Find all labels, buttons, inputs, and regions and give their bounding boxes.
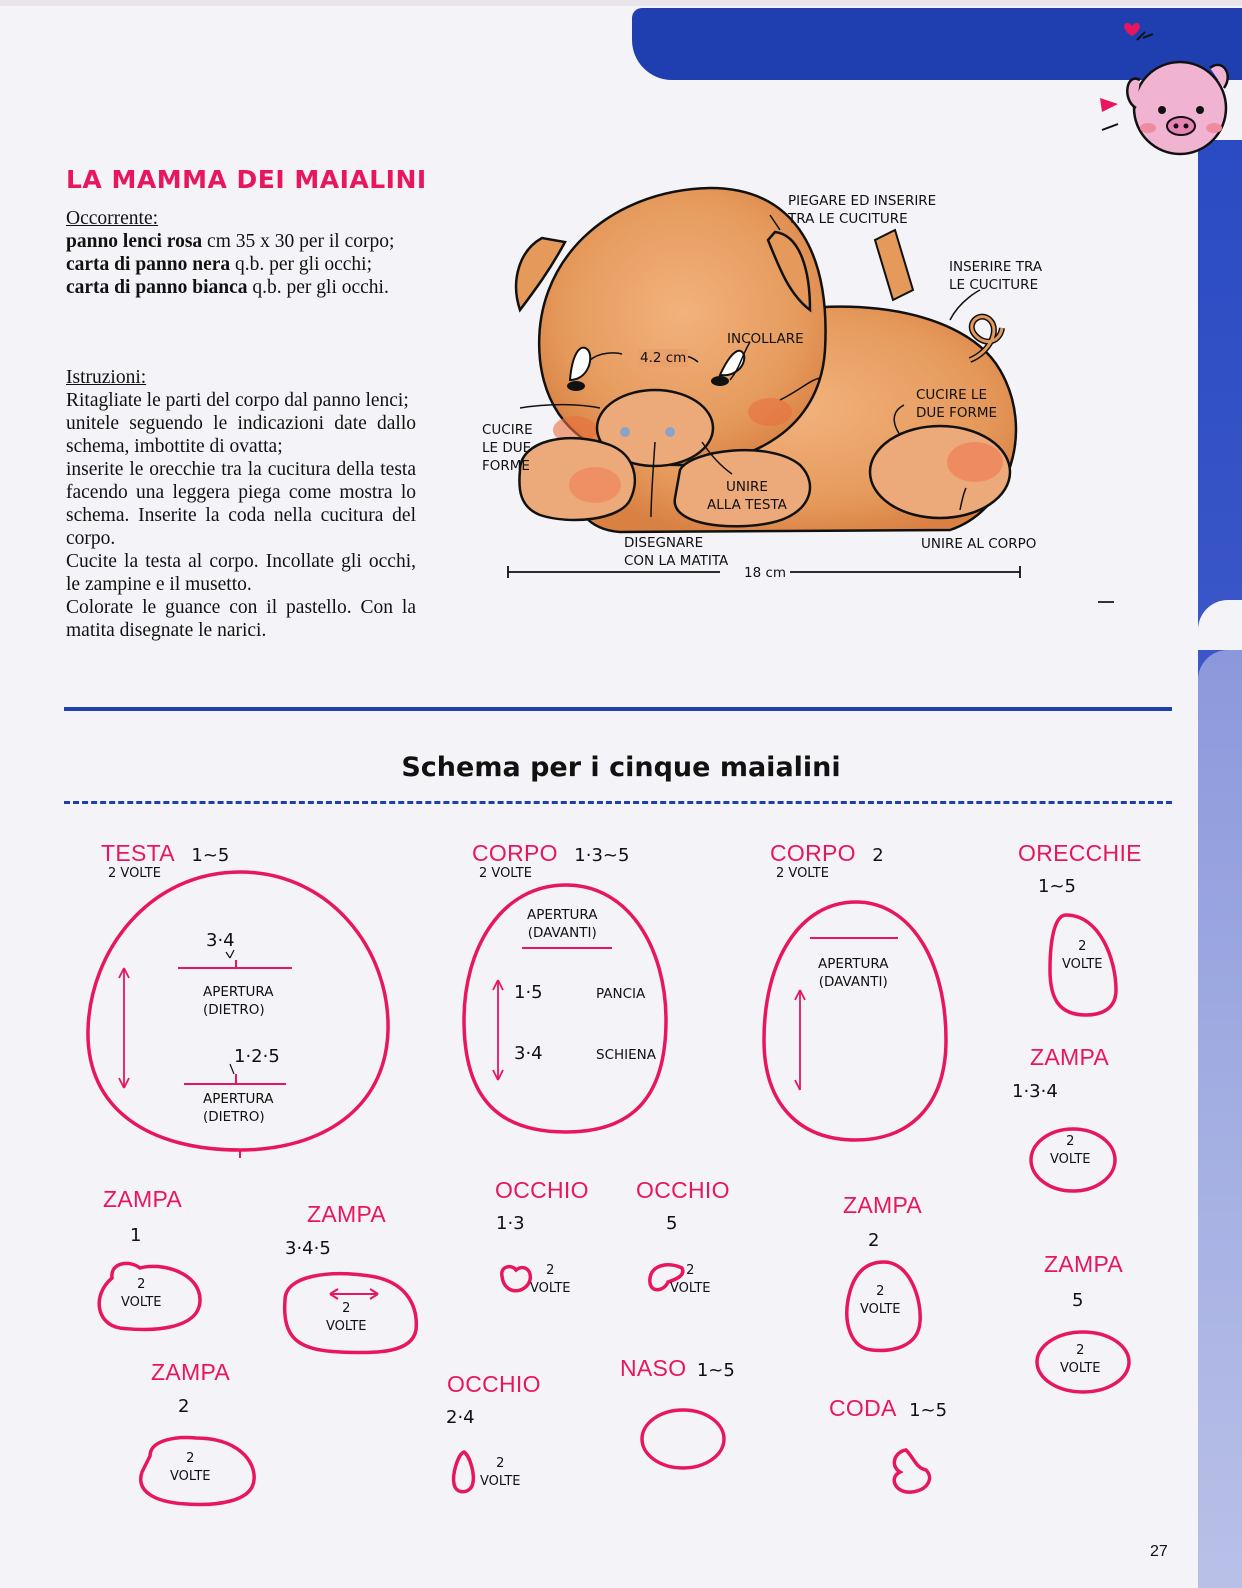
label-line: APERTURA xyxy=(203,984,274,1000)
opening-sizes: 3·4 xyxy=(206,930,235,951)
label-line: (DIETRO) xyxy=(203,1002,265,1018)
piece-name: CODA xyxy=(829,1395,897,1421)
schiena-sizes: 3·4 xyxy=(514,1043,543,1064)
piece-sizes: 2·4 xyxy=(446,1407,475,1428)
label-line: 2 xyxy=(342,1301,351,1316)
label-line: LE DUE xyxy=(482,440,532,456)
label-line: FORME xyxy=(482,458,530,474)
label-line: TRA LE CUCITURE xyxy=(788,211,908,227)
label-line: VOLTE xyxy=(170,1469,211,1484)
piece-name: OCCHIO xyxy=(447,1371,541,1397)
material-desc: q.b. per gli occhi; xyxy=(230,254,373,275)
pattern-corpo-label xyxy=(770,840,884,867)
piece-name: ZAMPA xyxy=(151,1359,231,1385)
times-label xyxy=(670,1262,711,1298)
label-line: 2 xyxy=(496,1456,505,1471)
piece-name: ORECCHIE xyxy=(1018,840,1142,866)
piece-name: TESTA xyxy=(101,840,175,866)
label-line: VOLTE xyxy=(670,1281,711,1296)
label-line: VOLTE xyxy=(326,1319,367,1334)
label-line: 2 xyxy=(546,1263,555,1278)
piece-sizes: 1~5 xyxy=(696,1360,735,1381)
label-line: CUCIRE LE xyxy=(916,387,987,403)
opening-label xyxy=(527,906,598,942)
times-label xyxy=(860,1283,901,1319)
label-line: DUE FORME xyxy=(916,405,998,421)
piece-sizes: 1~5 xyxy=(1038,876,1076,897)
piece-sizes: 5 xyxy=(666,1213,678,1234)
opening-label xyxy=(203,1090,274,1126)
label-line: VOLTE xyxy=(530,1281,571,1296)
label-line: INSERIRE TRA xyxy=(949,259,1043,275)
label-line: (DIETRO) xyxy=(203,1109,265,1125)
piece-sizes: 1·3~5 xyxy=(574,845,630,866)
pattern-coda-label xyxy=(829,1395,947,1422)
piece-name: OCCHIO xyxy=(495,1177,589,1203)
piece-sizes: 3·4·5 xyxy=(285,1238,331,1259)
opening-sizes: 1·2·5 xyxy=(234,1046,280,1067)
label-line: 2 xyxy=(1076,1343,1085,1358)
times-label xyxy=(1060,1342,1101,1378)
label-line: VOLTE xyxy=(1050,1152,1091,1167)
material-desc: q.b. per gli occhi. xyxy=(247,277,389,298)
opening-label xyxy=(203,983,274,1019)
label-line: APERTURA xyxy=(818,956,889,972)
pancia-label: PANCIA xyxy=(596,986,646,1002)
piece-name: ZAMPA xyxy=(307,1201,387,1227)
instructions-heading: Istruzioni: xyxy=(66,367,147,388)
pattern-corpo-label xyxy=(472,840,629,867)
piece-sizes: 1~5 xyxy=(191,845,230,866)
piece-sizes: 2 xyxy=(872,845,884,866)
page-number: 27 xyxy=(1150,1543,1168,1560)
pattern-naso-label xyxy=(620,1355,735,1382)
label-join-body: UNIRE AL CORPO xyxy=(921,536,1037,552)
label-line: VOLTE xyxy=(1062,957,1103,972)
label-line: 2 xyxy=(876,1284,885,1299)
coda-outline xyxy=(894,1450,929,1492)
piece-sizes: 1~5 xyxy=(909,1400,948,1421)
label-measure-width: 18 cm xyxy=(744,565,787,581)
label-line: UNIRE xyxy=(726,479,768,495)
occhio-outline xyxy=(454,1452,474,1492)
instruction-paragraph: Ritagliate le parti del corpo dal panno lenci; xyxy=(66,390,409,411)
schiena-label: SCHIENA xyxy=(596,1047,656,1063)
label-line: VOLTE xyxy=(860,1302,901,1317)
piece-sizes: 5 xyxy=(1072,1290,1084,1311)
times-label xyxy=(1050,1133,1091,1169)
schema-title: Schema per i cinque maialini xyxy=(401,752,841,783)
label-line: 2 xyxy=(137,1277,146,1292)
times-label xyxy=(121,1276,162,1312)
label-line: LE CUCITURE xyxy=(949,277,1039,293)
label-line: PIEGARE ED INSERIRE xyxy=(788,193,937,209)
piece-times: 2 VOLTE xyxy=(776,866,829,881)
piece-name: CORPO xyxy=(770,840,856,866)
piece-sizes: 2 xyxy=(178,1396,190,1417)
label-line: APERTURA xyxy=(203,1091,274,1107)
material-name: panno lenci rosa xyxy=(66,231,203,252)
piece-name: ZAMPA xyxy=(103,1186,183,1212)
times-label xyxy=(1062,938,1103,974)
label-line: ALLA TESTA xyxy=(707,497,787,513)
piece-times: 2 VOLTE xyxy=(479,866,532,881)
piece-times: 2 VOLTE xyxy=(108,866,161,881)
piece-sizes: 1·3·4 xyxy=(1012,1081,1058,1102)
materials-heading: Occorrente: xyxy=(66,208,159,229)
label-line: (DAVANTI) xyxy=(527,925,597,941)
label-line: 2 xyxy=(1078,939,1087,954)
times-label xyxy=(170,1450,211,1486)
material-desc: cm 35 x 30 per il corpo; xyxy=(202,231,395,252)
label-line: VOLTE xyxy=(480,1474,521,1489)
label-line: DISEGNARE xyxy=(624,535,704,551)
label-line: 2 xyxy=(1066,1134,1075,1149)
instruction-paragraph: Colorate le guance con il pastello. Con la matita disegnate le narici. xyxy=(66,597,416,641)
piece-name: ZAMPA xyxy=(1030,1044,1110,1070)
label-line: (DAVANTI) xyxy=(818,974,888,990)
piece-name: NASO xyxy=(620,1355,687,1381)
label-line: APERTURA xyxy=(527,907,598,923)
label-line: 2 xyxy=(186,1451,195,1466)
piece-name: OCCHIO xyxy=(636,1177,730,1203)
page-title: LA MAMMA DEI MAIALINI xyxy=(66,165,427,194)
times-label xyxy=(480,1455,521,1491)
instruction-paragraph: inserite le orecchie tra la cucitura della testa facendo una leggera piega come mostra lo schema. Inserite la coda nella cucitura del corpo. xyxy=(66,459,416,549)
label-line: 2 xyxy=(686,1263,695,1278)
piece-name: ZAMPA xyxy=(843,1192,923,1218)
piece-sizes: 1 xyxy=(130,1225,142,1246)
naso-outline xyxy=(642,1410,724,1468)
label-glue: INCOLLARE xyxy=(727,331,804,347)
label-line: VOLTE xyxy=(1060,1361,1101,1376)
piece-sizes: 1·3 xyxy=(496,1213,525,1234)
instruction-paragraph: Cucite la testa al corpo. Incollate gli occhi, le zampine e il musetto. xyxy=(66,551,416,595)
piece-sizes: 2 xyxy=(868,1230,880,1251)
pattern-testa-label xyxy=(101,840,229,867)
label-measure-small: 4.2 cm xyxy=(640,350,687,366)
occhio-outline xyxy=(502,1267,531,1291)
material-name: carta di panno nera xyxy=(66,254,231,275)
label-line: CON LA MATITA xyxy=(624,553,729,569)
label-line: CUCIRE xyxy=(482,422,533,438)
piece-name: CORPO xyxy=(472,840,558,866)
label-line: VOLTE xyxy=(121,1295,162,1310)
opening-label xyxy=(818,955,889,991)
times-label xyxy=(326,1300,367,1336)
pancia-sizes: 1·5 xyxy=(514,982,543,1003)
material-name: carta di panno bianca xyxy=(66,277,248,298)
instruction-paragraph: unitele seguendo le indicazioni date dallo schema, imbottite di ovatta; xyxy=(66,413,416,457)
times-label xyxy=(530,1262,571,1298)
piece-name: ZAMPA xyxy=(1044,1251,1124,1277)
